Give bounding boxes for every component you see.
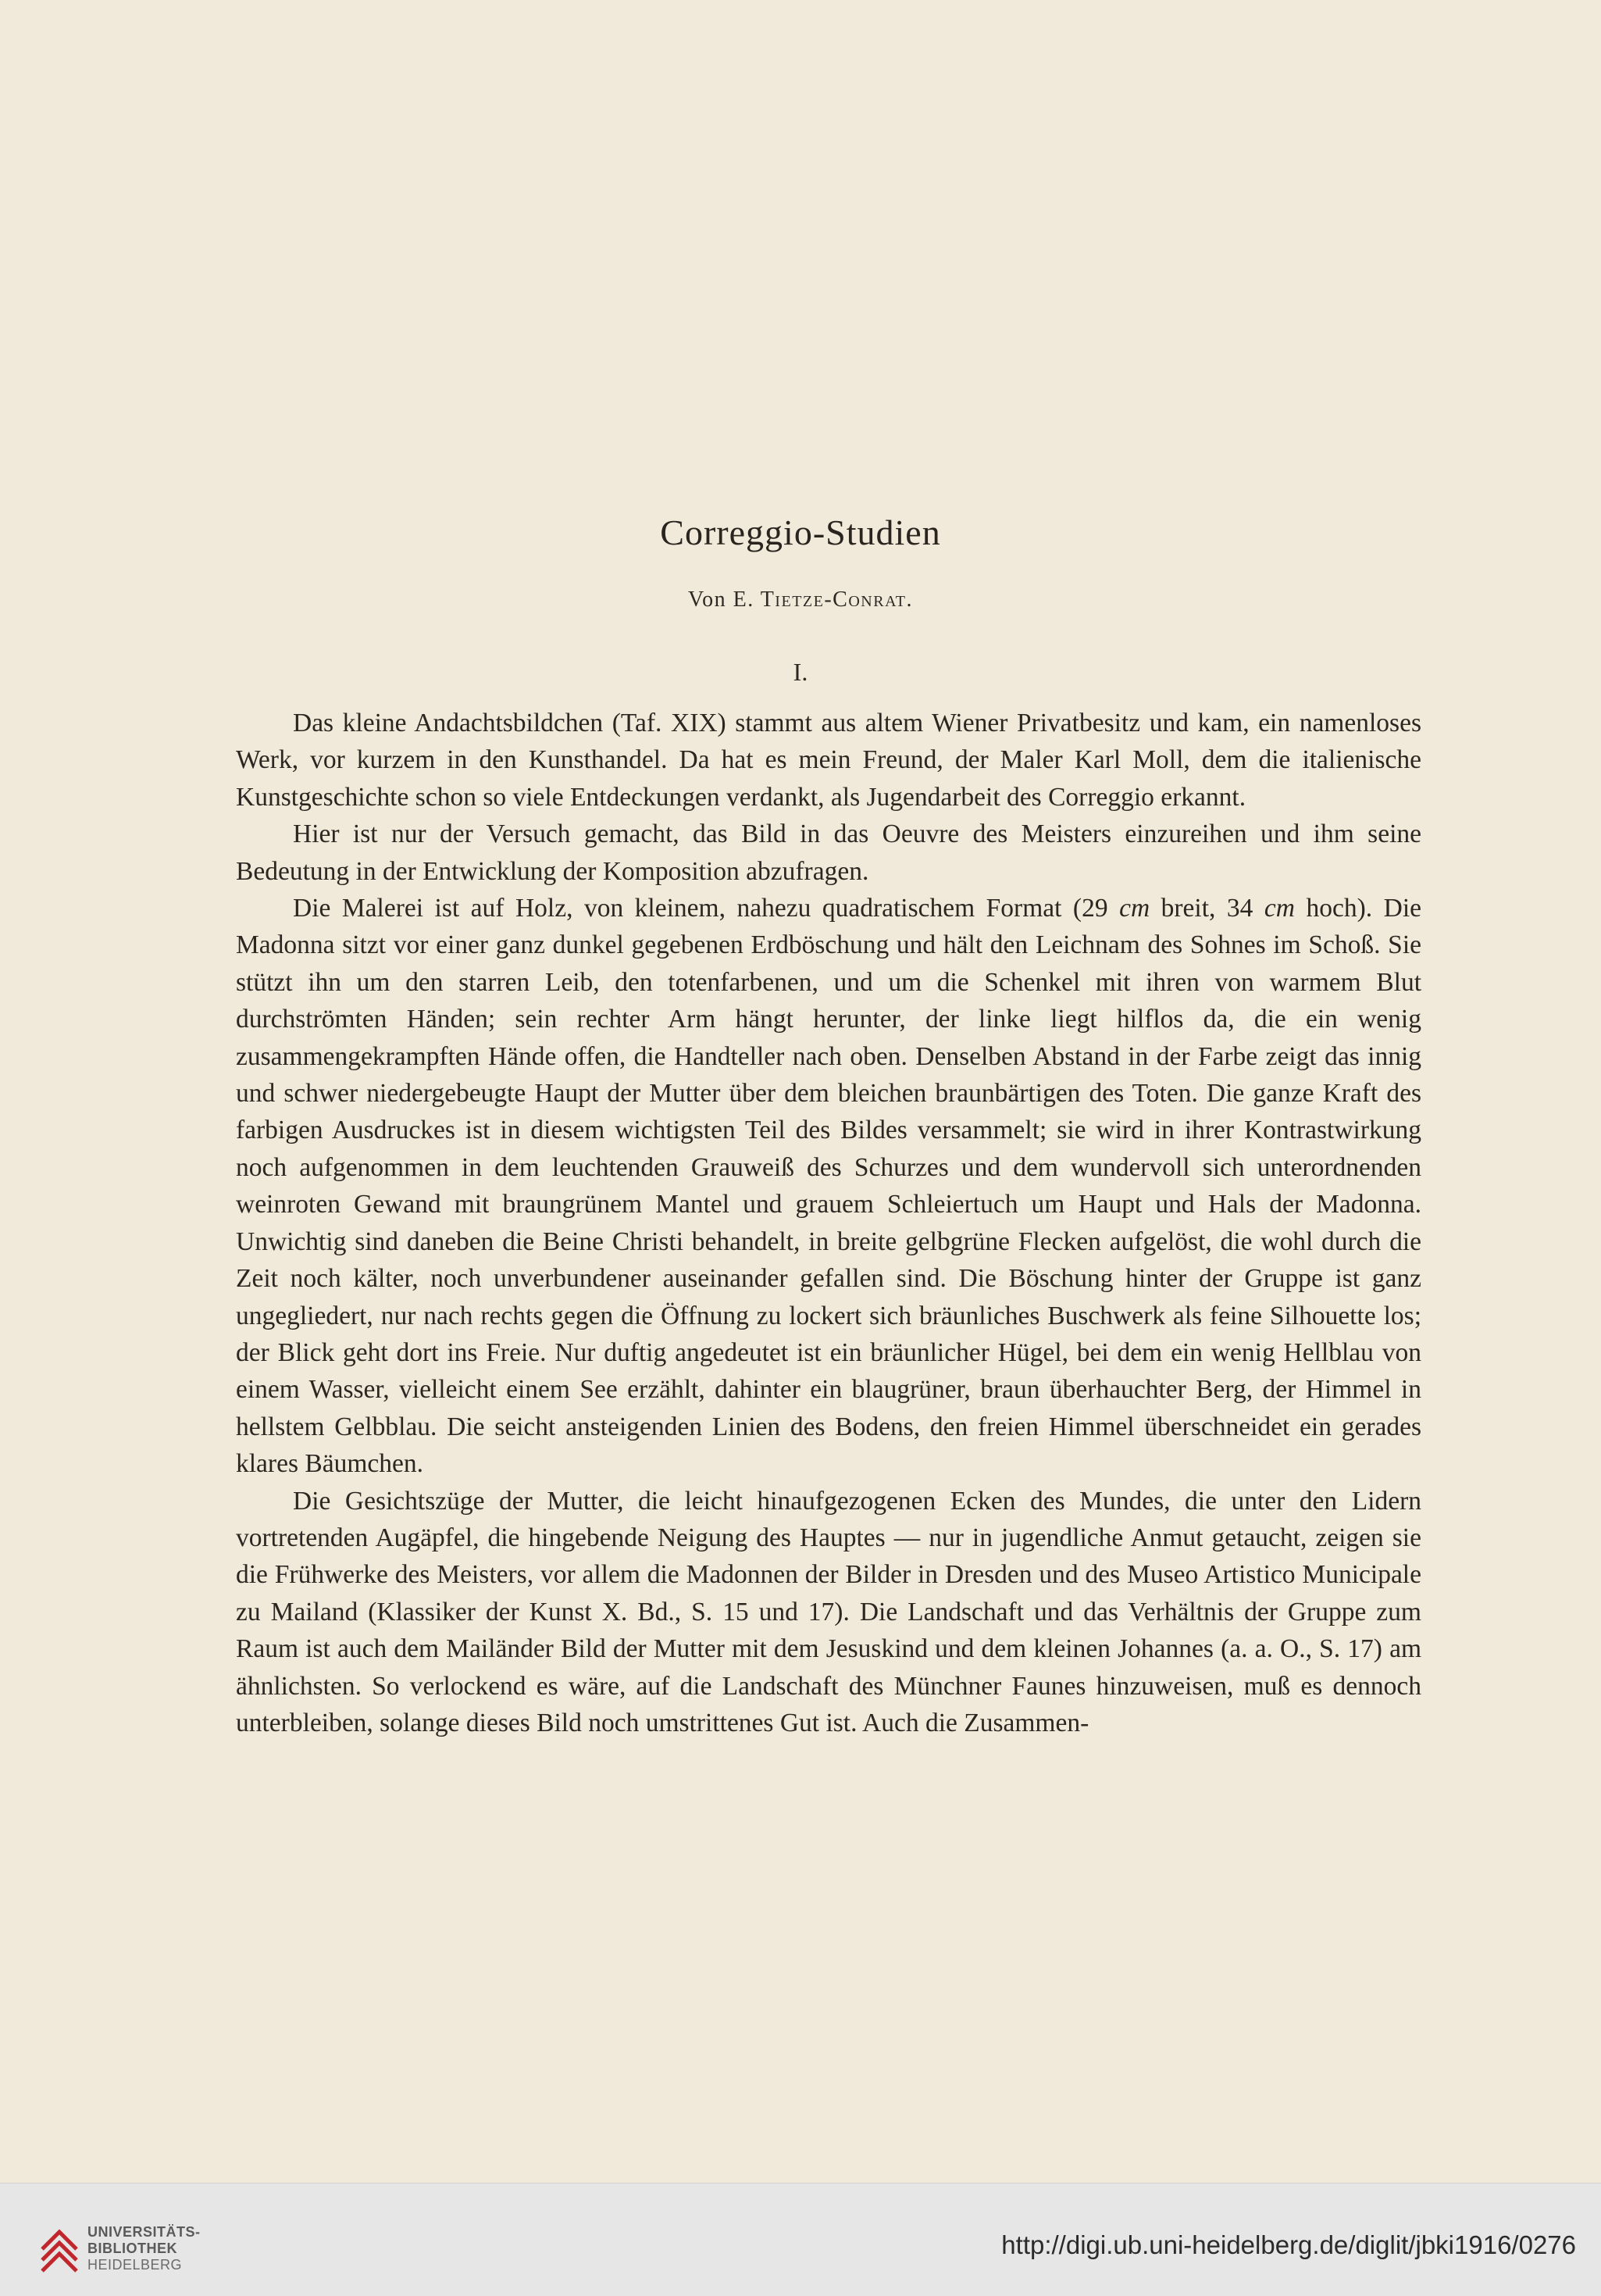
byline-prefix: Von bbox=[687, 587, 733, 612]
paragraph-text: Das kleine Andachtsbildchen (Taf. XIX) stammt aus altem Wiener Privatbesitz und kam, ein namenloses Werk, vor kurzem in den Kunsthandel. Da hat es mein Freund, der Maler Karl Moll, dem die italienische Kunstgeschichte schon so viele Entdeckungen verdankt, als Jugendarbeit des Correggio erkannt. bbox=[236, 709, 1421, 812]
body-paragraph bbox=[236, 816, 1421, 890]
unit-text: cm bbox=[1264, 894, 1295, 923]
body-paragraph bbox=[236, 890, 1421, 1483]
paragraph-text: Hier ist nur der Versuch gemacht, das Bild in das Oeuvre des Meisters einzureihen und ihm seine Bedeutung in der Entwicklung der Komposition abzufragen. bbox=[236, 819, 1421, 886]
article-byline bbox=[0, 587, 1601, 612]
source-url-link[interactable]: http://digi.ub.uni-heidelberg.de/diglit/jbki1916/0276 bbox=[1001, 2230, 1576, 2259]
article-body bbox=[236, 705, 1421, 1741]
body-paragraph bbox=[236, 705, 1421, 816]
library-name-line-1: UNIVERSITÄTS- bbox=[87, 2224, 201, 2240]
unit-text: cm bbox=[1119, 894, 1150, 923]
paragraph-text: Die Malerei ist auf Holz, von kleinem, nahezu quadratischem Format (29 bbox=[293, 894, 1120, 923]
body-paragraph bbox=[236, 1483, 1421, 1742]
footer-bar bbox=[0, 2183, 1601, 2296]
library-name-line-3: HEIDELBERG bbox=[87, 2257, 183, 2273]
library-name bbox=[87, 2224, 201, 2273]
byline-author: E. Tietze-Conrat. bbox=[733, 587, 914, 612]
paragraph-text: hoch). Die Madonna sitzt vor einer ganz dunkel gegebenen Erdböschung und hält den Leichnam des Sohnes im Schoß. Sie stützt ihn um den starren Leib, den totenfarbenen, und um die Schenkel mit ihren von warmem Blut durchströmten Händen; sein rechter Arm hängt herunter, der linke liegt hilflos da, die ein wenig zusammengekrampften Hände offen, die Handteller nach oben. Denselben Abstand in der Farbe zeigt das innig und schwer niedergebeugte Haupt der Mutter über dem bleichen braunbärtigen des Toten. Die ganze Kraft des farbigen Ausdruckes ist in diesem wichtigsten Teil des Bildes versammelt; sie wird in ihrer Kontrastwirkung noch aufgenommen in dem leuchtenden Grauweiß des Schurzes und dem wundervoll sich unterordnenden weinroten Gewand mit braungrünem Mantel und grauem Schleiertuch um Haupt und Hals der Madonna. Unwichtig sind daneben die Beine Christi behandelt, in breite gelbgrüne Flecken aufgelöst, die wohl durch die Zeit noch kälter, noch unverbundener auseinander gefallen sind. Die Böschung hinter der Gruppe ist ganz ungegliedert, nur nach rechts gegen die Öffnung zu lockert sich bräunliches Buschwerk als feine Silhouette los; der Blick geht dort ins Freie. Nur duftig angedeutet ist ein bräunlicher Hügel, bei dem ein wenig Hellblau von einem Wasser, vielleicht einem See erzählt, dahinter ein blaugrüner, braun überhauchter Berg, der Himmel in hellstem Gelbblau. Die seicht ansteigenden Linien des Bodens, den freien Himmel überschneidet ein gerades klares Bäumchen. bbox=[236, 894, 1421, 1479]
paragraph-text: Die Gesichtszüge der Mutter, die leicht hinaufgezogenen Ecken des Mundes, die unter den Lidern vortretenden Augäpfel, die hingebende Neigung des Hauptes — nur in jugendliche Anmut getaucht, zeigen sie die Frühwerke des Meisters, vor allem die Madonnen der Bilder in Dresden und des Museo Artistico Municipale zu Mailand (Klassiker der Kunst X. Bd., S. 15 und 17). Die Landschaft und das Verhältnis der Gruppe zum Raum ist auch dem Mailänder Bild der Mutter mit dem Jesuskind und dem kleinen Johannes (a. a. O., S. 17) am ähnlichsten. So verlockend es wäre, auf die Landschaft des Münchner Faunes hinzuweisen, muß es dennoch unterbleiben, solange dieses Bild noch umstrittenes Gut ist. Auch die Zusammen- bbox=[236, 1486, 1421, 1737]
library-name-line-2: BIBLIOTHEK bbox=[87, 2241, 177, 2256]
article-title: Correggio-Studien bbox=[660, 512, 941, 552]
paragraph-text: breit, 34 bbox=[1150, 894, 1264, 923]
section-number: I. bbox=[793, 658, 808, 686]
